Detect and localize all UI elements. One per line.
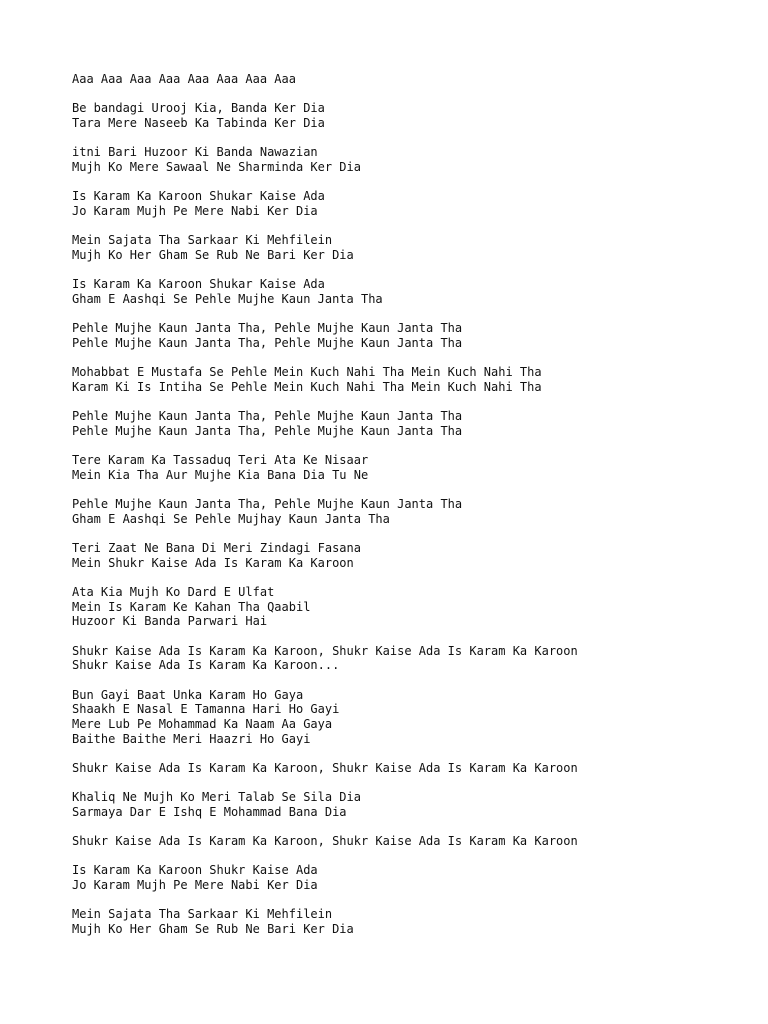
stanza — [72, 321, 578, 350]
lyric-line: Jo Karam Mujh Pe Mere Nabi Ker Dia — [72, 203, 318, 218]
lyric-line: Baithe Baithe Meri Haazri Ho Gayi — [72, 731, 311, 746]
lyric-line: Gham E Aashqi Se Pehle Mujhe Kaun Janta Tha — [72, 291, 383, 306]
lyric-line: Sarmaya Dar E Ishq E Mohammad Bana Dia — [72, 804, 347, 819]
lyric-line: Shukr Kaise Ada Is Karam Ka Karoon, Shukr Kaise Ada Is Karam Ka Karoon — [72, 834, 578, 849]
stanza — [72, 688, 578, 747]
lyric-line: Khaliq Ne Mujh Ko Meri Talab Se Sila Dia — [72, 790, 361, 805]
lyric-line: Mein Sajata Tha Sarkaar Ki Mehfilein — [72, 233, 333, 248]
lyric-line: Shukr Kaise Ada Is Karam Ka Karoon, Shukr Kaise Ada Is Karam Ka Karoon — [72, 643, 578, 658]
lyric-line: Pehle Mujhe Kaun Janta Tha, Pehle Mujhe Kaun Janta Tha — [72, 423, 463, 438]
stanza — [72, 863, 578, 892]
lyric-line: itni Bari Huzoor Ki Banda Nawazian — [72, 145, 318, 160]
stanza — [72, 761, 578, 776]
stanza — [72, 189, 578, 218]
lyric-line: Mere Lub Pe Mohammad Ka Naam Aa Gaya — [72, 716, 333, 731]
lyric-line: Jo Karam Mujh Pe Mere Nabi Ker Dia — [72, 878, 318, 893]
lyric-line: Huzoor Ki Banda Parwari Hai — [72, 614, 268, 629]
lyrics-body — [72, 72, 578, 951]
lyric-line: Be bandagi Urooj Kia, Banda Ker Dia — [72, 101, 325, 116]
lyric-line: Shukr Kaise Ada Is Karam Ka Karoon, Shukr Kaise Ada Is Karam Ka Karoon — [72, 760, 578, 775]
lyric-line: Aaa Aaa Aaa Aaa Aaa Aaa Aaa Aaa — [72, 72, 296, 86]
stanza — [72, 834, 578, 849]
lyric-line: Mujh Ko Her Gham Se Rub Ne Bari Ker Dia — [72, 922, 354, 937]
stanza — [72, 453, 578, 482]
lyric-line: Gham E Aashqi Se Pehle Mujhay Kaun Janta Tha — [72, 511, 390, 526]
lyric-line: Mohabbat E Mustafa Se Pehle Mein Kuch Nahi Tha Mein Kuch Nahi Tha — [72, 365, 542, 380]
lyric-line: Pehle Mujhe Kaun Janta Tha, Pehle Mujhe Kaun Janta Tha — [72, 335, 463, 350]
lyric-line: Is Karam Ka Karoon Shukr Kaise Ada — [72, 863, 318, 878]
lyric-line: Karam Ki Is Intiha Se Pehle Mein Kuch Nahi Tha Mein Kuch Nahi Tha — [72, 379, 542, 394]
stanza — [72, 541, 578, 570]
lyric-line: Mujh Ko Mere Sawaal Ne Sharminda Ker Dia — [72, 159, 361, 174]
stanza — [72, 72, 578, 87]
stanza — [72, 790, 578, 819]
stanza — [72, 644, 578, 673]
lyric-line: Ata Kia Mujh Ko Dard E Ulfat — [72, 584, 275, 599]
stanza — [72, 145, 578, 174]
stanza — [72, 277, 578, 306]
lyric-line: Pehle Mujhe Kaun Janta Tha, Pehle Mujhe Kaun Janta Tha — [72, 321, 463, 336]
lyric-line: Shaakh E Nasal E Tamanna Hari Ho Gayi — [72, 702, 340, 717]
stanza — [72, 907, 578, 936]
lyric-line: Shukr Kaise Ada Is Karam Ka Karoon... — [72, 658, 340, 673]
stanza — [72, 365, 578, 394]
lyric-line: Pehle Mujhe Kaun Janta Tha, Pehle Mujhe Kaun Janta Tha — [72, 497, 463, 511]
stanza — [72, 409, 578, 438]
lyric-line: Mein Shukr Kaise Ada Is Karam Ka Karoon — [72, 555, 354, 570]
lyric-line: Is Karam Ka Karoon Shukar Kaise Ada — [72, 189, 325, 204]
lyric-line: Mein Is Karam Ke Kahan Tha Qaabil — [72, 599, 311, 614]
stanza — [72, 101, 578, 130]
stanza — [72, 233, 578, 262]
lyric-line: Pehle Mujhe Kaun Janta Tha, Pehle Mujhe Kaun Janta Tha — [72, 409, 463, 424]
stanza — [72, 585, 578, 629]
lyric-line: Tere Karam Ka Tassaduq Teri Ata Ke Nisaar — [72, 453, 369, 468]
lyric-line: Is Karam Ka Karoon Shukar Kaise Ada — [72, 277, 325, 292]
lyric-line: Mein Kia Tha Aur Mujhe Kia Bana Dia Tu Ne — [72, 467, 369, 482]
stanza — [72, 497, 578, 526]
lyric-line: Tara Mere Naseeb Ka Tabinda Ker Dia — [72, 115, 325, 130]
lyric-line: Teri Zaat Ne Bana Di Meri Zindagi Fasana — [72, 540, 361, 555]
lyric-line: Mujh Ko Her Gham Se Rub Ne Bari Ker Dia — [72, 247, 354, 262]
lyric-line: Bun Gayi Baat Unka Karam Ho Gaya — [72, 687, 304, 702]
lyric-line: Mein Sajata Tha Sarkaar Ki Mehfilein — [72, 907, 333, 922]
